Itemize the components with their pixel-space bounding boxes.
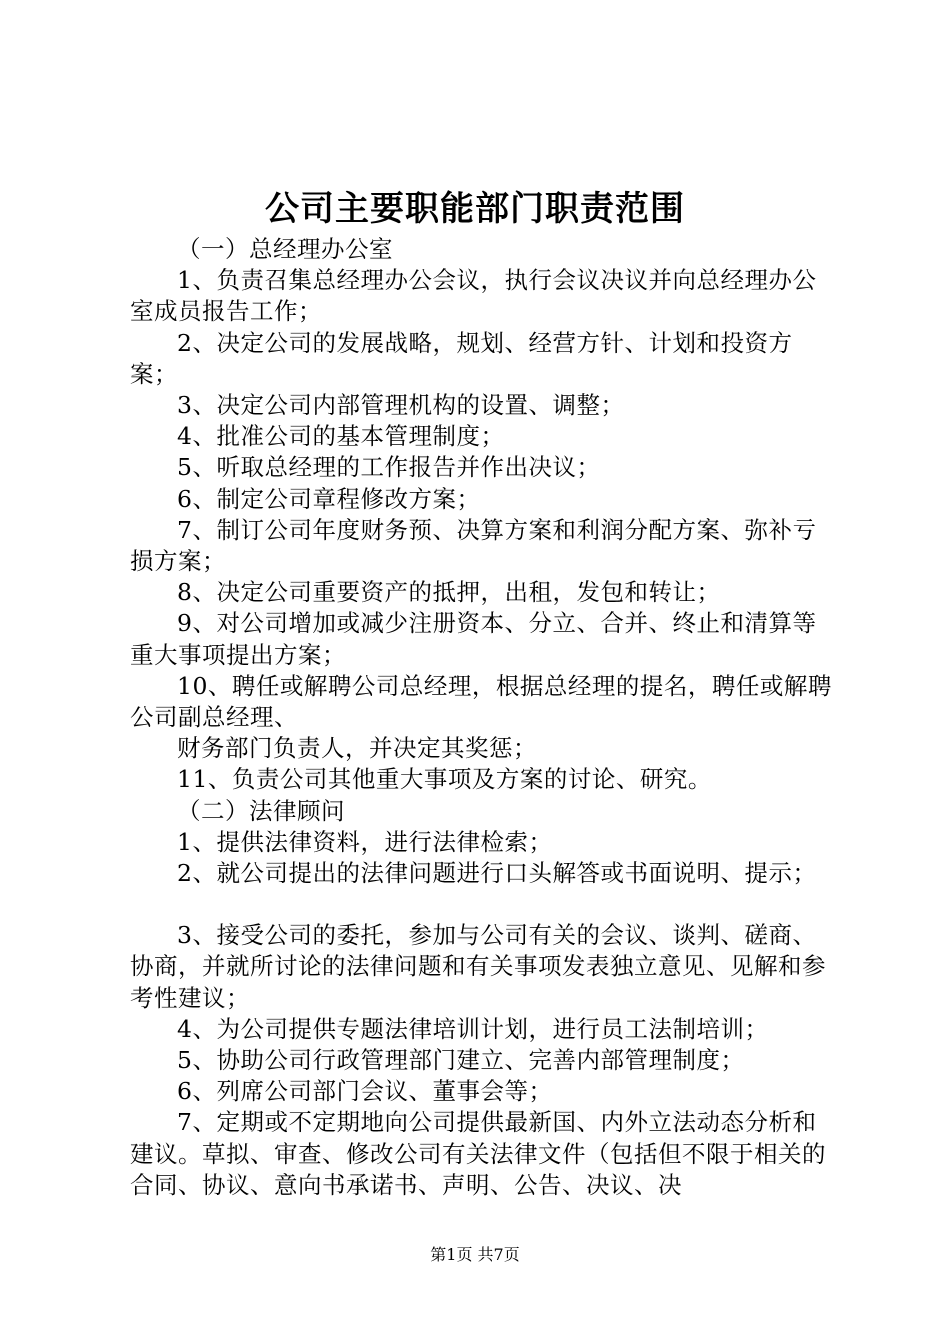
- paragraph: 7、制订公司年度财务预、决算方案和利润分配方案、弥补亏损方案；: [130, 515, 817, 576]
- section-heading-legal-counsel: （二）法律顾问: [177, 796, 345, 825]
- paragraph: 5、协助公司行政管理部门建立、完善内部管理制度；: [177, 1046, 745, 1075]
- paragraph: 3、接受公司的委托，参加与公司有关的会议、谈判、磋商、协商，并就所讨论的法律问题和有关事项发表独立意见、见解和参考性建议；: [130, 921, 826, 1012]
- blank-line: [130, 889, 835, 920]
- paragraph: 4、批准公司的基本管理制度；: [177, 422, 505, 451]
- paragraph: 1、提供法律资料，进行法律检索；: [177, 827, 553, 856]
- paragraph: 2、就公司提出的法律问题进行口头解答或书面说明、提示；: [177, 859, 817, 888]
- paragraph: 8、决定公司重要资产的抵押，出租，发包和转让；: [177, 578, 721, 607]
- paragraph: 6、列席公司部门会议、董事会等；: [177, 1077, 553, 1106]
- paragraph: 11、负责公司其他重大事项及方案的讨论、研究。: [177, 765, 712, 794]
- paragraph: 1、负责召集总经理办公会议，执行会议决议并向总经理办公室成员报告工作；: [130, 266, 817, 326]
- document-body: [130, 234, 835, 1201]
- paragraph: 2、决定公司的发展战略，规划、经营方针、计划和投资方案；: [130, 328, 793, 388]
- paragraph: 4、为公司提供专题法律培训计划，进行员工法制培训；: [177, 1014, 769, 1043]
- paragraph: 财务部门负责人，并决定其奖惩；: [177, 734, 537, 763]
- document-title: 公司主要职能部门职责范围: [265, 189, 685, 229]
- paragraph: 6、制定公司章程修改方案；: [177, 484, 481, 513]
- paragraph: 9、对公司增加或减少注册资本、分立、合并、终止和清算等重大事项提出方案；: [130, 609, 817, 669]
- paragraph: 10、聘任或解聘公司总经理，根据总经理的提名，聘任或解聘公司副总经理、: [130, 671, 832, 732]
- paragraph: 3、决定公司内部管理机构的设置、调整；: [177, 391, 625, 420]
- section-heading-general-office: （一）总经理办公室: [177, 235, 393, 263]
- paragraph: 7、定期或不定期地向公司提供最新国、内外立法动态分析和建议。草拟、审查、修改公司有关法律文件（包括但不限于相关的合同、协议、意向书承诺书、声明、公告、决议、决: [130, 1108, 826, 1199]
- paragraph: 5、听取总经理的工作报告并作出决议；: [177, 453, 601, 482]
- page-footer: 第1页 共7页: [430, 1245, 520, 1264]
